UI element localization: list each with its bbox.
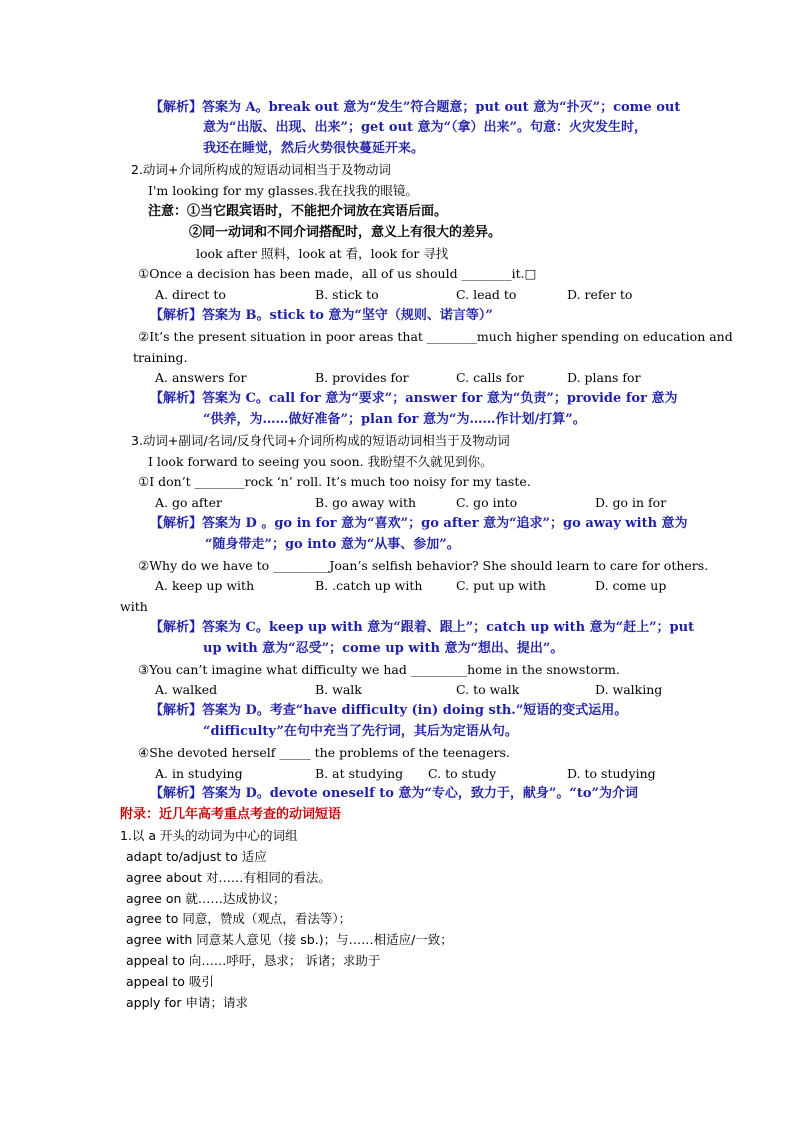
option: D. walking — [595, 682, 663, 697]
answer-line: 【解析】答案为 D。考查“have difficulty (in) doing sth.”短语的变式运用。 — [150, 703, 628, 718]
question: ④She devoted herself _____ the problems of the teenagers. — [138, 745, 510, 760]
option: B. at studying — [315, 766, 404, 781]
answer-line: 【解析】答案为 A。break out 意为“发生”符合题意；put out 意为“扑灭”；come out — [150, 100, 681, 115]
answer-line: 意为“出版、出现、出来”；get out 意为“（拿）出来”。句意：火灾发生时， — [203, 120, 647, 135]
option: A. keep up with — [155, 578, 255, 593]
option: A. go after — [155, 495, 222, 510]
phrase-entry: agree with 同意某人意见（接 sb.)；与……相适应/一致； — [126, 932, 453, 947]
phrase-entry: adapt to/adjust to 适应 — [126, 849, 267, 864]
answer-line: up with 意为“忍受”；come up with 意为“想出、提出”。 — [203, 641, 564, 656]
answer-line: “供养，为……做好准备”；plan for 意为“为……作计划/打算”。 — [203, 412, 586, 427]
section-heading: 2.动词+介词所构成的短语动词相当于及物动词 — [131, 162, 391, 177]
example-sentence: look after 照料，look at 看，look for 寻找 — [196, 246, 449, 261]
option: C. to study — [428, 766, 497, 781]
option: D. come up — [595, 578, 667, 593]
option: B. go away with — [315, 495, 417, 510]
question: ③You can’t imagine what difficulty we had _________home in the snowstorm. — [138, 662, 620, 677]
question: ②It’s the present situation in poor areas that ________much higher spending on education and — [138, 329, 733, 344]
option: A. answers for — [155, 370, 247, 385]
answer-line: 【解析】答案为 D。devote oneself to 意为“专心，致力于，献身”。“to”为介词 — [150, 786, 639, 801]
answer-line: 【解析】答案为 C。keep up with 意为“跟着、跟上”；catch up with 意为“赶上”；put — [150, 620, 695, 635]
option: A. direct to — [155, 287, 226, 302]
question: ②Why do we have to _________Joan’s selfish behavior? She should learn to care for others. — [138, 558, 709, 573]
option: D. to studying — [567, 766, 656, 781]
answer-line: “difficulty”在句中充当了先行词，其后为定语从句。 — [203, 724, 518, 739]
phrase-entry: agree on 就……达成协议； — [126, 891, 286, 906]
option: D. refer to — [567, 287, 633, 302]
option: C. calls for — [456, 370, 525, 385]
option: C. to walk — [456, 682, 520, 697]
phrase-entry: apply for 申请；请求 — [126, 995, 249, 1010]
phrase-entry: agree to 同意，赞成（观点，看法等）； — [126, 911, 352, 926]
option: C. lead to — [456, 287, 517, 302]
option: B. .catch up with — [315, 578, 423, 593]
note-line: 注意：①当它跟宾语时，不能把介词放在宾语后面。 — [148, 204, 448, 219]
appendix-heading: 附录：近几年高考重点考查的动词短语 — [120, 807, 342, 822]
answer-line: 【解析】答案为 C。call for 意为“要求”；answer for 意为“负责”；provide for 意为 — [150, 391, 678, 406]
note-line: ②同一动词和不同介词搭配时，意义上有很大的差异。 — [189, 225, 502, 240]
answer-line: 我还在睡觉，然后火势很快蔓延开来。 — [203, 141, 425, 156]
option: B. provides for — [315, 370, 409, 385]
answer-line: “随身带走”；go into 意为“从事、参加”。 — [205, 537, 460, 552]
option-continuation: with — [120, 599, 148, 614]
answer-line: 【解析】答案为 D 。go in for 意为“喜欢”；go after 意为“追求”；go away with 意为 — [150, 516, 688, 531]
option: B. walk — [315, 682, 362, 697]
phrase-entry: appeal to 向……呼吁，恳求； 诉诸；求助于 — [126, 953, 381, 968]
answer-line: 【解析】答案为 B。stick to 意为“坚守（规则、诺言等）” — [150, 308, 493, 323]
question: ①Once a decision has been made，all of us should ________it.□ — [138, 266, 537, 281]
option: C. go into — [456, 495, 518, 510]
question: training. — [133, 350, 188, 365]
phrase-entry: agree about 对……有相同的看法。 — [126, 870, 331, 885]
question: ①I don’t ________rock ‘n’ roll. It’s much too noisy for my taste. — [138, 474, 531, 489]
option: C. put up with — [456, 578, 546, 593]
option: D. plans for — [567, 370, 641, 385]
appendix-subheading: 1.以 a 开头的动词为中心的词组 — [120, 828, 298, 843]
example-sentence: I'm looking for my glasses.我在找我的眼镜。 — [148, 183, 418, 198]
option: D. go in for — [595, 495, 667, 510]
option: A. walked — [155, 682, 218, 697]
example-sentence: I look forward to seeing you soon. 我盼望不久就见到你。 — [148, 454, 493, 469]
option: A. in studying — [155, 766, 243, 781]
phrase-entry: appeal to 吸引 — [126, 974, 214, 989]
section-heading: 3.动词+副词/名词/反身代词+介词所构成的短语动词相当于及物动词 — [131, 433, 510, 448]
option: B. stick to — [315, 287, 379, 302]
